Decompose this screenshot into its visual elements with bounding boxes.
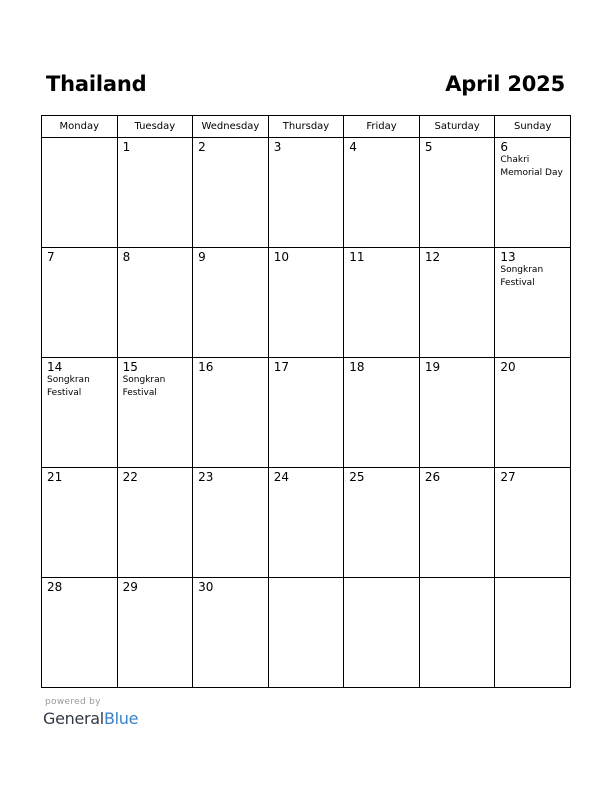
- day-number: 2: [198, 140, 206, 154]
- day-number: 29: [122, 580, 138, 594]
- holiday-label: Chakri Memorial Day: [500, 155, 563, 178]
- day-number: 17: [273, 360, 289, 374]
- calendar-day-cell: [42, 468, 118, 578]
- calendar-week-row: [42, 138, 571, 248]
- calendar-week-row: [42, 248, 571, 358]
- calendar-day-cell: [42, 248, 118, 358]
- weekday-header-monday: Monday: [42, 116, 118, 138]
- holiday-label: Songkran Festival: [47, 375, 90, 398]
- calendar-day-cell: [193, 138, 269, 248]
- weekday-header-friday: Friday: [344, 116, 420, 138]
- day-number: 13: [500, 250, 516, 264]
- calendar-empty-cell: [495, 578, 571, 688]
- day-number: 4: [349, 140, 357, 154]
- day-number: 5: [424, 140, 433, 154]
- powered-by-label: powered by: [45, 697, 101, 707]
- day-number: 30: [198, 580, 214, 594]
- calendar-day-cell: [419, 138, 495, 248]
- calendar-day-cell: [419, 248, 495, 358]
- day-number: 11: [349, 250, 365, 264]
- day-number: 15: [122, 360, 138, 374]
- day-number: 7: [47, 250, 55, 264]
- calendar-day-cell: [495, 248, 571, 358]
- calendar-grid: [41, 115, 571, 688]
- calendar-day-cell: [42, 578, 118, 688]
- calendar-week-row: [42, 468, 571, 578]
- calendar-empty-cell: [42, 138, 118, 248]
- calendar-day-cell: [495, 138, 571, 248]
- calendar-week-row: [42, 578, 571, 688]
- calendar-day-cell: [268, 248, 344, 358]
- calendar-day-cell: [117, 578, 193, 688]
- weekday-header-thursday: Thursday: [268, 116, 344, 138]
- calendar-day-cell: [193, 468, 269, 578]
- calendar-day-cell: [344, 468, 420, 578]
- day-number: 1: [122, 140, 131, 154]
- day-number: 8: [122, 250, 131, 264]
- day-number: 6: [500, 140, 509, 154]
- calendar-day-cell: [193, 248, 269, 358]
- calendar-day-cell: [117, 138, 193, 248]
- day-number: 20: [500, 360, 516, 374]
- holiday-label: Songkran Festival: [122, 375, 166, 398]
- day-number: 23: [198, 470, 214, 484]
- day-number: 16: [198, 360, 214, 374]
- day-number: 19: [424, 360, 441, 374]
- calendar-day-cell: [268, 358, 344, 468]
- day-number: 24: [273, 470, 289, 484]
- calendar-day-cell: [344, 248, 420, 358]
- brand-general-text: General: [43, 709, 104, 728]
- day-number: 10: [273, 250, 289, 264]
- calendar-day-cell: [117, 468, 193, 578]
- weekday-header-wednesday: Wednesday: [193, 116, 269, 138]
- generalblue-logo[interactable]: [43, 709, 138, 729]
- weekday-header-row: [42, 116, 571, 138]
- day-number: 3: [273, 140, 282, 154]
- day-number: 12: [424, 250, 441, 264]
- calendar-day-cell: [268, 468, 344, 578]
- calendar-day-cell: [419, 358, 495, 468]
- country-title: Thailand: [46, 72, 147, 96]
- day-number: 21: [47, 470, 63, 484]
- calendar-day-cell: [193, 578, 269, 688]
- day-number: 14: [47, 360, 63, 374]
- calendar-day-cell: [419, 468, 495, 578]
- calendar-empty-cell: [419, 578, 495, 688]
- calendar-day-cell: [268, 138, 344, 248]
- calendar-day-cell: [42, 358, 118, 468]
- day-number: 22: [122, 470, 138, 484]
- calendar-day-cell: [344, 138, 420, 248]
- calendar-day-cell: [495, 358, 571, 468]
- day-number: 25: [349, 470, 365, 484]
- calendar-empty-cell: [344, 578, 420, 688]
- weekday-header-sunday: Sunday: [495, 116, 571, 138]
- day-number: 28: [47, 580, 63, 594]
- calendar-day-cell: [344, 358, 420, 468]
- calendar-day-cell: [193, 358, 269, 468]
- day-number: 9: [198, 250, 206, 264]
- calendar-empty-cell: [268, 578, 344, 688]
- calendar-day-cell: [117, 358, 193, 468]
- footer-branding: [43, 697, 138, 729]
- day-number: 27: [500, 470, 516, 484]
- day-number: 18: [349, 360, 365, 374]
- weekday-header-tuesday: Tuesday: [117, 116, 193, 138]
- holiday-label: Songkran Festival: [500, 265, 544, 288]
- calendar-day-cell: [495, 468, 571, 578]
- calendar-week-row: [42, 358, 571, 468]
- weekday-header-saturday: Saturday: [419, 116, 495, 138]
- month-year-title: April 2025: [445, 72, 565, 96]
- calendar-day-cell: [117, 248, 193, 358]
- brand-blue-text: Blue: [103, 709, 139, 728]
- day-number: 26: [424, 470, 441, 484]
